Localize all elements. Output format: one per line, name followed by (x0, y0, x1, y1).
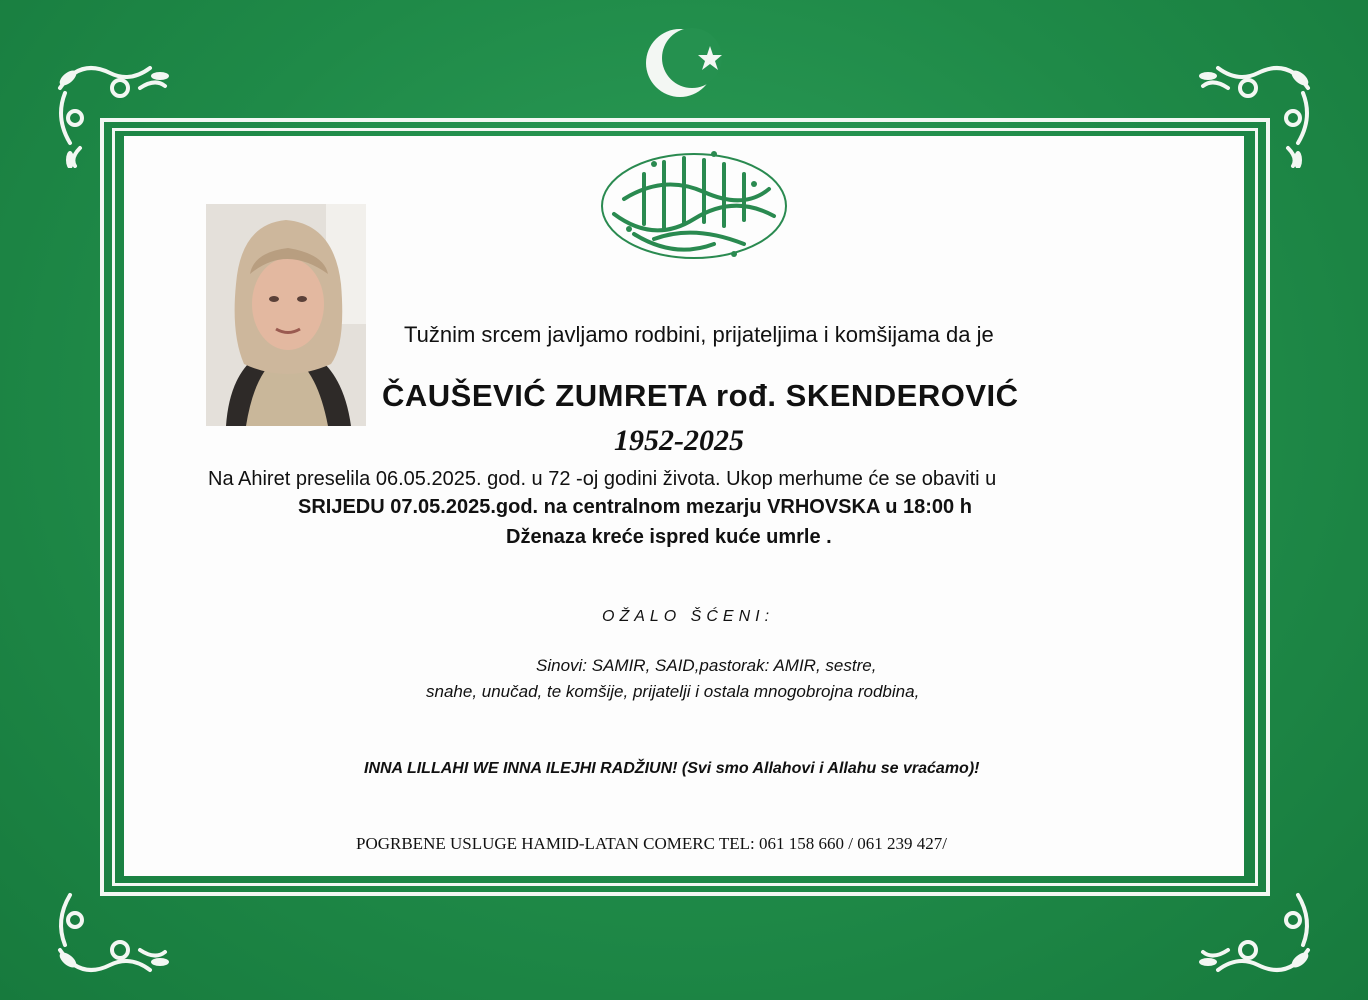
family-line-1: Sinovi: SAMIR, SAID,pastorak: AMIR, sestre, (536, 656, 877, 675)
prayer-text: INNA LILLAHI WE INNA ILEJHI RADŽIUN! (Svi smo Allahovi i Allahu se vraćamo)! (364, 760, 980, 777)
funeral-procession-text: Dženaza kreće ispred kuće umrle . (506, 526, 832, 548)
deceased-name: ČAUŠEVIĆ ZUMRETA rođ. SKENDEROVIĆ (382, 378, 1019, 413)
portrait-photo (206, 204, 366, 426)
crescent-star-icon (640, 18, 730, 108)
life-years: 1952-2025 (614, 424, 744, 457)
intro-text: Tužnim srcem javljamo rodbini, prijateljima i komšijama da je (404, 322, 994, 347)
death-date-text: Na Ahiret preselila 06.05.2025. god. u 72 -oj godini života. Ukop merhume će se obaviti u (208, 468, 997, 490)
obituary-card (124, 136, 1244, 876)
funeral-service-contact: POGRBENE USLUGE HAMID-LATAN COMERC TEL: 061 158 660 / 061 239 427/ (356, 834, 947, 853)
burial-details: SRIJEDU 07.05.2025.god. na centralnom mezarju VRHOVSKA u 18:00 h (298, 496, 972, 518)
family-line-2: snahe, unučad, te komšije, prijatelji i ostala mnogobrojna rodbina, (426, 682, 920, 701)
mourners-heading: OŽALO ŠĆENI: (602, 608, 775, 625)
arabic-calligraphy-emblem (594, 144, 794, 269)
